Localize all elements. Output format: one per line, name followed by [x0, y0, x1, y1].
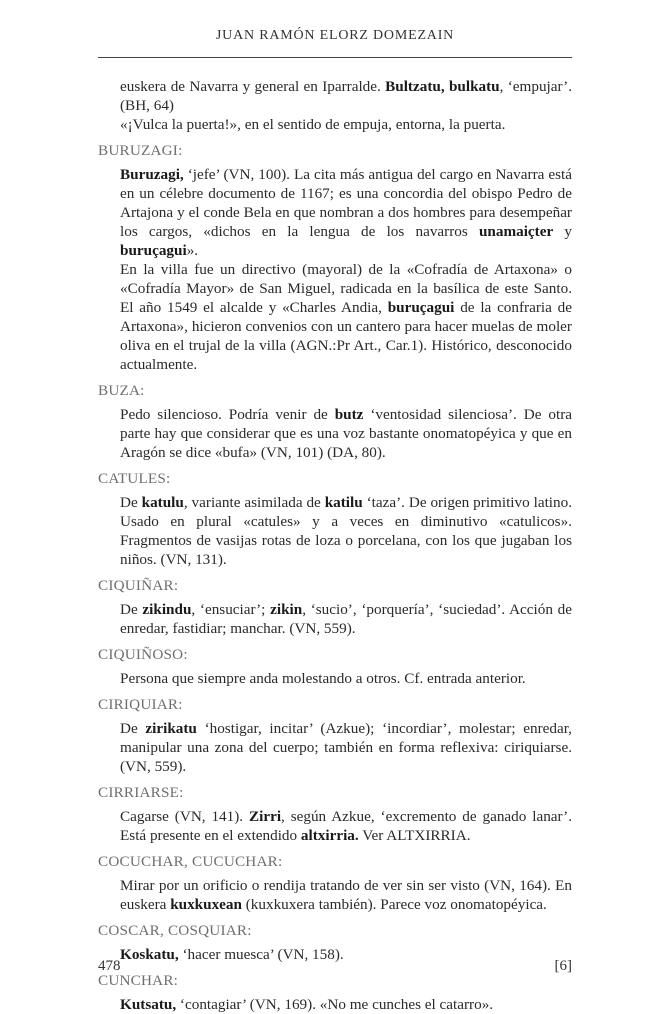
dictionary-entry [98, 784, 572, 845]
entry-headword: CATULES: [98, 470, 171, 487]
text-run: Ver ALTXIRRIA. [358, 827, 471, 844]
text-run: «¡Vulca la puerta!», en el sentido de empuja, entorna, la puerta. [120, 116, 506, 133]
text-run: euskera de Navarra y general en Iparralde. [120, 78, 386, 95]
bold-term: zirikatu [145, 720, 197, 737]
text-run: , variante asimilada de [183, 494, 325, 511]
text-run: de la confraria de Artaxona», hicieron convenios con un cantero para hacer muelas de moler oliva en el trujal de la villa (AGN.:Pr Art., Car.1). Histórico, desconocido actualmente. [120, 299, 572, 373]
entry-paragraph [120, 719, 572, 776]
entry-paragraph [120, 600, 572, 638]
text-run: De [120, 720, 146, 737]
entry-body [98, 876, 572, 914]
header-rule [98, 57, 572, 58]
entry-body [98, 669, 572, 688]
intro-paragraph [120, 77, 572, 115]
bold-term: Koskatu, [120, 946, 179, 963]
text-run: , ‘empujar’. (BH, 64) [120, 78, 572, 114]
entry-paragraph [120, 807, 572, 845]
text-run: Persona que siempre anda molestando a otros. Cf. entrada anterior. [120, 670, 526, 687]
entry-headword: COCUCHAR, CUCUCHAR: [98, 853, 283, 870]
bold-term: Kutsatu, [120, 996, 177, 1013]
dictionary-entry [98, 853, 572, 914]
dictionary-entry [98, 142, 572, 374]
intro-paragraph [120, 115, 572, 134]
bold-term: zikindu [142, 601, 192, 618]
bold-term: altxirria. [300, 827, 359, 844]
bold-term: katilu [324, 494, 363, 511]
text-run: Pedo silencioso. Podría venir de [120, 406, 335, 423]
entry-body [98, 165, 572, 374]
entry-body [98, 945, 572, 964]
entry-list [98, 142, 572, 1014]
bold-term: Buruzagi, [120, 166, 184, 183]
entry-paragraph [120, 493, 572, 569]
entry-body [98, 600, 572, 638]
dictionary-entry [98, 382, 572, 462]
dictionary-entry [98, 470, 572, 569]
text-run: En la villa fue un directivo (mayoral) de la «Cofradía de Artaxona» o «Cofradía Mayor» de San Miguel, radicada en la basílica de este Santo. El año 1549 el alcalde y «Charles Andia, [120, 261, 572, 316]
text-run: (kuxkuxera también). Parece voz onomatopéyica. [241, 896, 547, 913]
bold-term: buruçagui [120, 242, 187, 259]
entry-paragraph [120, 260, 572, 374]
text-run: ‘ventosidad silenciosa’. De otra parte hay que considerar que es una voz bastante onomatopéyica y que en Aragón se dice «bufa» (VN, 101) (DA, 80). [120, 406, 572, 461]
bold-term: zikin [270, 601, 303, 618]
dictionary-entry [98, 972, 572, 1014]
bold-term: katulu [141, 494, 184, 511]
dictionary-entry [98, 646, 572, 688]
section-number: [6] [554, 958, 572, 974]
running-header: JUAN RAMÓN ELORZ DOMEZAIN [215, 28, 455, 43]
text-run: ‘hostigar, incitar’ (Azkue); ‘incordiar’, molestar; enredar, manipular una zona del cuerpo; también en forma reflexiva: ciriquiarse. (VN, 559). [120, 720, 572, 775]
entry-headword: CIQUIÑAR: [98, 577, 179, 594]
text-run: y [553, 223, 573, 240]
entry-headword: BUZA: [98, 382, 145, 399]
bold-term: kuxkuxean [170, 896, 242, 913]
intro-continuation [98, 77, 572, 134]
entry-headword: CUNCHAR: [98, 972, 179, 989]
entry-body [98, 807, 572, 845]
entry-headword: COSCAR, COSQUIAR: [98, 922, 252, 939]
bold-term: Bultzatu, bulkatu [385, 78, 500, 95]
bold-term: unamaiçter [478, 223, 554, 240]
entry-body [98, 493, 572, 569]
entry-headword: CIQUIÑOSO: [98, 646, 188, 663]
text-run: , ‘sucio’, ‘porquería’, ‘suciedad’. Acción de enredar, fastidiar; manchar. (VN, 559). [120, 601, 572, 637]
text-run: De [120, 494, 142, 511]
entry-body [98, 995, 572, 1014]
entry-paragraph [120, 945, 572, 964]
bold-term: buruçagui [387, 299, 455, 316]
entry-body [98, 719, 572, 776]
entry-paragraph [120, 669, 572, 688]
dictionary-entry [98, 577, 572, 638]
bold-term: butz [334, 406, 364, 423]
entry-paragraph [120, 405, 572, 462]
text-run: Cagarse (VN, 141). [120, 808, 249, 825]
dictionary-content [98, 77, 572, 1014]
entry-headword: CIRRIARSE: [98, 784, 184, 801]
text-run: ‘taza’. De origen primitivo latino. Usado en plural «catules» y a veces en diminutivo «catulicos». Fragmentos de vasijas rotas de loza o porcelana, con los que jugaban los niños. (VN, 131). [120, 494, 572, 568]
text-run: , según Azkue, ‘excremento de ganado lanar’. Está presente en el extendido [120, 808, 572, 844]
text-run: ». [186, 242, 199, 259]
bold-term: Zirri [248, 808, 282, 825]
entry-paragraph [120, 876, 572, 914]
text-run: , ‘ensuciar’; [191, 601, 271, 618]
text-run: ‘hacer muesca’ (VN, 158). [178, 946, 344, 963]
entry-headword: BURUZAGI: [98, 142, 183, 159]
entry-headword: CIRIQUIAR: [98, 696, 183, 713]
text-run: Mirar por un orificio o rendija tratando de ver sin ser visto (VN, 164). En euskera [120, 877, 572, 913]
entry-body [98, 405, 572, 462]
dictionary-entry [98, 696, 572, 776]
entry-paragraph [120, 165, 572, 260]
text-run: ‘jefe’ (VN, 100). La cita más antigua del cargo en Navarra está en un célebre documento de 1167; es una concordia del obispo Pedro de Artajona y el conde Bela en que nombran a dos hombres para desempeñar los cargos, «dichos en la lengua de los navarros [120, 166, 572, 240]
entry-paragraph [120, 995, 572, 1014]
page-number: 478 [98, 958, 121, 974]
text-run: De [120, 601, 143, 618]
dictionary-entry [98, 922, 572, 964]
text-run: ‘contagiar’ (VN, 169). «No me cunches el catarro». [176, 996, 494, 1013]
